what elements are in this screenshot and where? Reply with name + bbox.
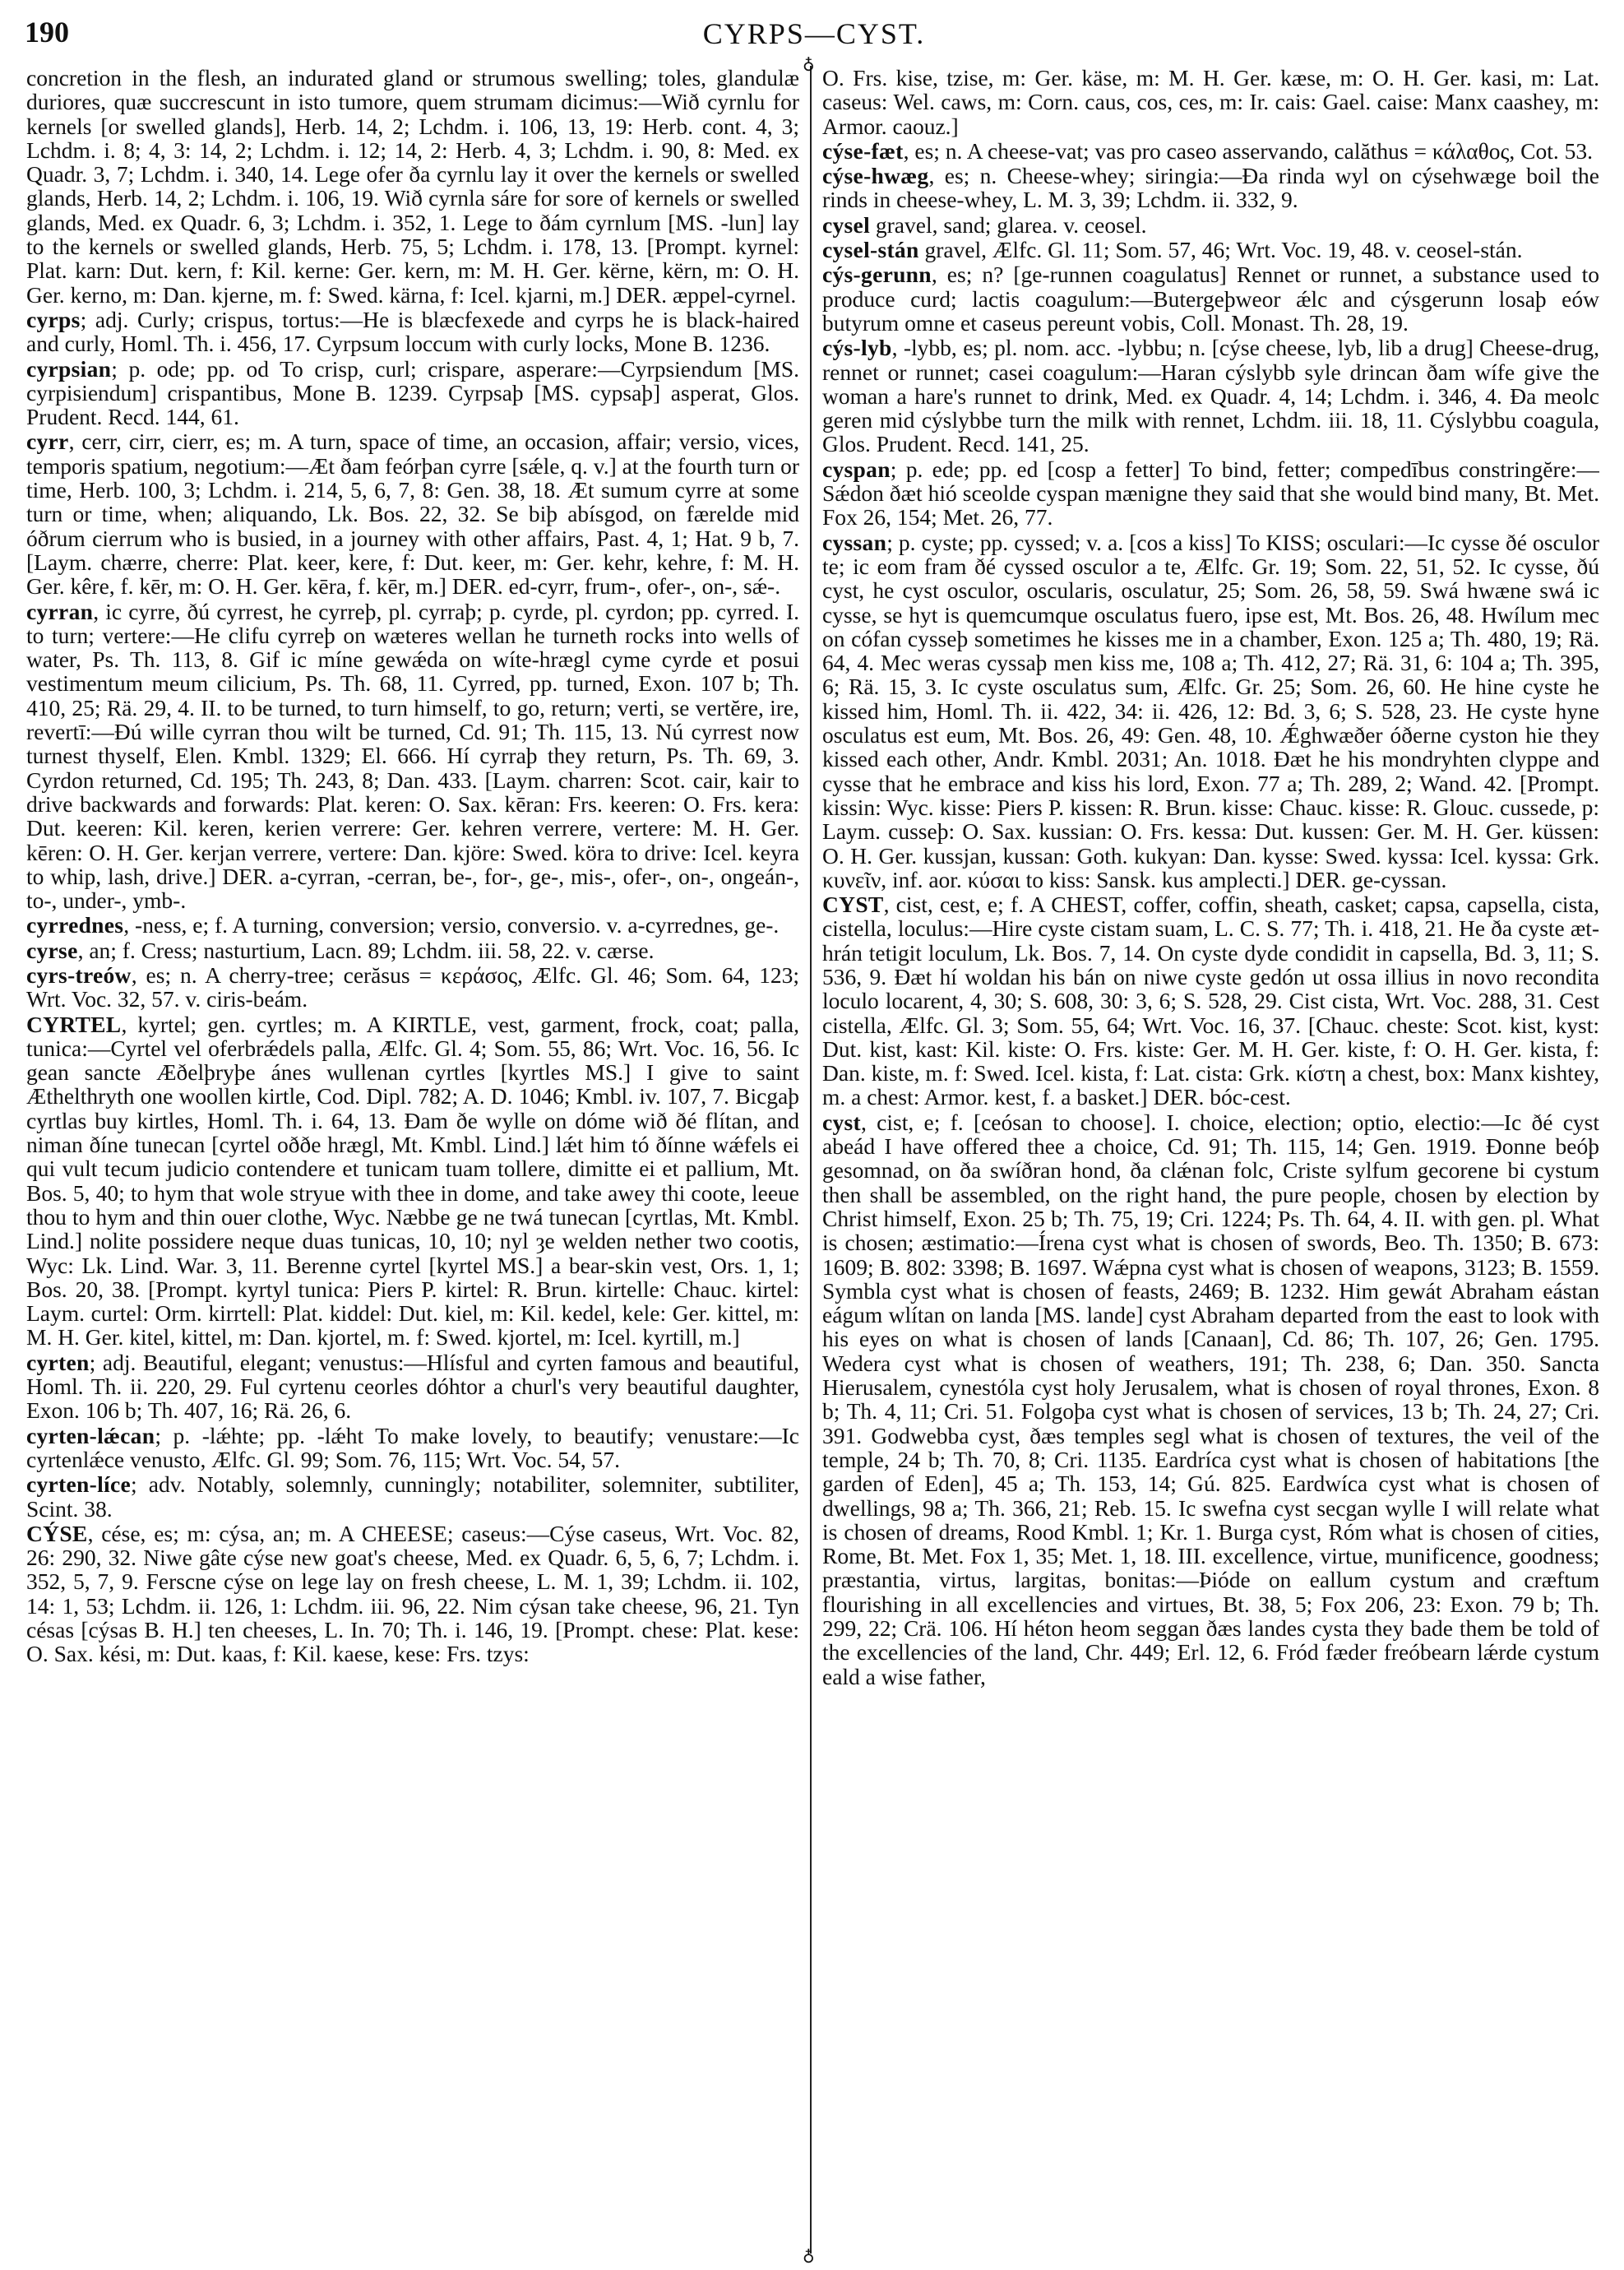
entry-text: ; p. ede; pp. ed [cosp a fetter] To bind, fetter; compedībus constringĕre:—Sǽdon ðæt hió sceolde cyspan mænigne they said that she would bind many, Bt. Met. Fox 26, 154; Met. 26, 77. — [822, 456, 1599, 530]
entry-headword: cysel — [822, 211, 871, 238]
entry-headword: cýs-lyb — [822, 335, 892, 361]
dictionary-entry — [822, 213, 1599, 237]
entry-text: ; adj. Curly; crispus, tortus:—He is blæcfexede and cyrps he is black-haired and curly, Homl. Th. i. 456, 17. Cyrpsum loccum with curly locks, Mone B. 1236. — [26, 306, 799, 357]
entry-text: , cist, cest, e; f. A CHEST, coffer, coffin, sheath, casket; capsa, capsella, cista, cistella, loculus:—Hire cyste cistam suam, L. C. S. 77; Th. i. 418, 21. He ða cyste æt-hrán tetigit loculum, Lk. Bos. 7, 14. On cyste dyde condidit in capsella, Bd. 3, 11; S. 536, 9. Ðæt hí woldan his bán on niwe cyste gedón ut ossa illius in novo recondita loculo locarent, 4, 30; S. 608, 30: 3, 6; S. 528, 29. Cist cista, Wrt. Voc. 288, 31. Cest cistella, Ælfc. Gl. 3; Som. 55, 64; Wrt. Voc. 16, 37. [Chauc. cheste: Scot. kist, kyst: Dut. kist, kast: Kil. kiste: O. Frs. kiste: Ger. M. H. Ger. kiste, f: O. H. Ger. kista, f: Dan. kiste, m. f: Swed. Icel. kista, f: Lat. cista: Grk. κίστη a chest, box: Manx kishtey, m. a chest: Armor. kest, f. a basket.] DER. bóc-cest. — [822, 892, 1599, 1110]
entry-headword: cyrpsian — [26, 355, 112, 382]
entry-headword: cyrten-lǽcan — [26, 1422, 155, 1448]
column-divider — [810, 66, 812, 2254]
dictionary-entry — [822, 238, 1599, 262]
entry-text: , es; n. A cherry-tree; cerăsus = κεράσος, Ælfc. Gl. 46; Som. 64, 123; Wrt. Voc. 32, 57. v. ciris-beám. — [26, 961, 799, 1012]
entry-text: ; p. -lǽhte; pp. -lǽht To make lovely, to beautify; venustare:—Ic cyrtenlǽce venusto, Ælfc. Gl. 99; Som. 76, 115; Wrt. Voc. 54, 57. — [26, 1422, 799, 1472]
entry-text: , es; n. A cheese-vat; vas pro caseo asservando, calăthus = κάλαθος, Cot. 53. — [903, 137, 1594, 164]
entry-text: , kyrtel; gen. cyrtles; m. A KIRTLE, vest, garment, frock, coat; palla, tunica:—Cyrtel vel oferbrǽdels palla, Ælfc. Gl. 4; Som. 55, 86; Wrt. Voc. 16, 56. Ic gean sancte Æðelþryþe ánes wullenan cyrtles [kyrtles MS.] I give to saint Æthelthryth one woollen kirtle, Cod. Dipl. 782; A. D. 1046; Kmbl. iv. 107, 7. Bicgaþ cyrtlas buy kirtles, Homl. Th. i. 64, 13. Ðam ðe wylle on dóme wið ðé flítan, and niman ðíne tunecan [cyrtel oððe hrægl, Mt. Kmbl. Lind.] lǽt him tó ðínne wǽfels ei qui vult tecum judicio contendere et tunicam tuam tollere, dimitte ei et pallium, Mt. Bos. 5, 40; to hym that wole stryue with thee in dome, and take awey thi coote, leeue thou to hym and thin ouer clothe, Wyc. Næbbe ge ne twá tunecan [cyrtlas, Mt. Kmbl. Lind.] nolite possidere neque duas tunicas, 10, 10; nyl ȝe welden nether two cootis, Wyc: Lk. Lind. War. 3, 11. Berenne cyrtel [kyrtel MS.] a bear-skin vest, Ors. 1, 1; Bos. 20, 38. [Prompt. kyrtyl tunica: Piers P. kirtel: R. Brun. kirtelle: Chauc. kirtel: Laym. curtel: Orm. kirrtell: Plat. kiddel: Dut. kiel, m: Kil. kedel, kele: Ger. kittel, m: M. H. Ger. kitel, kittel, m: Dan. kjortel, m. f: Swed. kjortel, m: Icel. kyrtill, m.] — [26, 1011, 799, 1350]
dictionary-entry — [822, 530, 1599, 892]
entry-text: gravel, sand; glarea. v. ceosel. — [870, 211, 1147, 238]
dictionary-entry — [26, 913, 799, 937]
entry-text: , es; n? [ge-runnen coagulatus] Rennet or runnet, a substance used to produce curd; lactis coagulum:—Butergeþweor ǽlc and cýsgerunn losaþ eów butyrum omne et caseus pereunt vobis, Coll. Monast. Th. 28, 19. — [822, 262, 1599, 336]
entry-text: ; p. ode; pp. od To crisp, curl; crispare, asperare:—Cyrpsiendum [MS. cyrpisiendum] crispantibus, Mone B. 1239. Cyrpsaþ [MS. cypsaþ] asperat, Glos. Prudent. Recd. 144, 61. — [26, 355, 799, 430]
entry-text: concretion in the flesh, an indurated gland or strumous swelling; toles, glandulæ duriores, quæ succrescunt in isto tumore, quem strumam dicimus:—Wið cyrnlu for kernels [or swelled glands], Herb. 14, 2; Lchdm. i. 106, 13, 19: Herb. cont. 4, 3; Lchdm. i. 8; 4, 3: 14, 2; Lchdm. i. 12; 14, 2: Herb. 4, 3; Lchdm. i. 90, 8: Med. ex Quadr. 3, 7; Lchdm. i. 340, 14. Lege ofer ða cyrnlu lay it over the kernels or swelled glands, Herb. 14, 2; Lchdm. i. 106, 19. Wið cyrnla sáre for sore of kernels or swelled glands, Med. ex Quadr. 6, 3; Lchdm. i. 352, 1. Lege to ðám cyrnlum [MS. -lun] lay to the kernels or swelled glands, Herb. 75, 5; Lchdm. i. 178, 13. [Prompt. kyrnel: Plat. karn: Dut. kern, f: Kil. kerne: Ger. kern, m: M. H. Ger. kërne, kërn, m: O. H. Ger. kerno, m: Dan. kjerne, m. f: Swed. kärna, f: Icel. kjarni, m.] DER. æppel-cyrnel. — [26, 66, 799, 308]
entry-headword: cyrten-líce — [26, 1471, 131, 1498]
ornament-bottom-icon: ♁ — [803, 2249, 815, 2267]
dictionary-entry — [26, 1424, 799, 1472]
entry-text: , an; f. Cress; nasturtium, Lacn. 89; Lchdm. iii. 58, 22. v. cærse. — [77, 937, 655, 963]
entry-headword: cýse-fæt — [822, 137, 904, 164]
entry-text: , cése, es; m: cýsa, an; m. A CHEESE; caseus:—Cýse caseus, Wrt. Voc. 82, 26: 290, 32. Niwe gâte cýse new goat's cheese, Med. ex Quadr. 6, 5, 6, 7; Lchdm. i. 352, 5, 7, 9. Ferscne cýse on lege lay on fresh cheese, L. M. 1, 39; Lchdm. ii. 102, 14: 1, 53; Lchdm. ii. 126, 1: Lchdm. iii. 96, 22. Nim cýsan take cheese, 96, 21. Tyn césas [cýsas B. H.] ten cheeses, L. In. 70; Th. i. 146, 19. [Prompt. chese: Plat. kese: O. Sax. kési, m: Dut. kaas, f: Kil. kaese, kese: Frs. tzys: — [26, 1520, 799, 1667]
dictionary-entry — [26, 600, 799, 913]
dictionary-entry — [822, 1110, 1599, 1689]
page-number: 190 — [25, 16, 69, 49]
dictionary-entry — [26, 1350, 799, 1423]
entry-headword: cyrran — [26, 598, 94, 624]
entry-headword: cyrrednes — [26, 912, 124, 938]
dictionary-entry — [26, 1012, 799, 1350]
ornament-top-icon: ♁ — [803, 57, 815, 75]
left-column — [26, 66, 799, 2262]
entry-headword: CYRTEL — [26, 1011, 122, 1037]
dictionary-entry — [26, 308, 799, 356]
dictionary-entry — [26, 963, 799, 1012]
entry-headword: cyrps — [26, 306, 81, 332]
entry-headword: cyrse — [26, 937, 78, 963]
dictionary-entry — [822, 139, 1599, 163]
dictionary-entry — [822, 457, 1599, 530]
entry-headword: cyspan — [822, 456, 891, 482]
entry-text: , cist, e; f. [ceósan to choose]. I. choice, election; optio, electio:—Ic ðé cyst abeád I have offered thee a choice, Cd. 91; Th. 115, 14; Gen. 1919. Ðonne beóþ gesomnad, on ða swíðran hond, ða clǽnan folc, Criste sylfum gecorene bi cystum then shall be assembled, on the right hand, the pure people, chosen by election by Christ himself, Exon. 25 b; Th. 75, 19; Cri. 1224; Ps. Th. 64, 4. II. with gen. pl. What is chosen; æstimatio:—Írena cyst what is chosen of swords, Beo. Th. 1350; B. 673: 1609; B. 802: 3398; B. 1697. Wǽpna cyst what is chosen of weapons, 3123; B. 1559. Symbla cyst what is chosen of feasts, 2469; B. 1232. Him gewát Abraham eástan eágum wlítan on landa [MS. lande] cyst Abraham departed from the east to look with his eyes on what is chosen of lands [Canaan], Cd. 86; Th. 107, 26; Gen. 1795. Wedera cyst what is chosen of weathers, 191; Th. 238, 6; Dan. 350. Sancta Hierusalem, cynestóla cyst holy Jerusalem, what is chosen of royal thrones, Exon. 8 b; Th. 4, 11; Cri. 51. Folgoþa cyst what is chosen of services, 13 b; Th. 24, 27; Cri. 391. Godwebba cyst, ðæs temples segl what is chosen of textures, the veil of the temple, 24 b; Th. 70, 8; Cri. 1135. Eardríca cyst what is chosen of habitations [the garden of Eden], 45 a; Th. 153, 14; Gú. 825. Eardwíca cyst what is chosen of dwellings, 98 a; Th. 366, 21; Reb. 15. Ic swefna cyst secgan wylle I will relate what is chosen of dreams, Rood Kmbl. 1; Kr. 1. Burga cyst, Róm what is chosen of cities, Rome, Bt. Met. Fox 1, 35; Met. 1, 18. III. excellence, virtue, munificence, goodness; præstantia, virtus, largitas, bonitas:—Þióde on eallum cystum and cræftum flourishing in all excellencies and virtues, Bt. 38, 5; Fox 206, 23: Exon. 79 b; Th. 299, 22; Crä. 106. Hí héton heom seggan ðæs landes cysta they bade them be told of the excellencies of the land, Chr. 449; Erl. 12, 6. Fród fæder freóbearn lǽrde cystum eald a wise father, — [822, 1109, 1599, 1689]
dictionary-entry — [26, 357, 799, 429]
entry-text: , -lybb, es; pl. nom. acc. -lybbu; n. [cýse cheese, lyb, lib a drug] Cheese-drug, rennet or runnet; casei coagulum:—Haran cýslybb syle drincan ðam wífe give the woman a hare's runnet to drink, Med. ex Quadr. 4, 14; Lchdm. i. 346, 4. Ða meolc geren mid cýslybbe turn the milk with rennet, Lchdm. iii. 18, 11. Cýslybbu coagula, Glos. Prudent. Recd. 141, 25. — [822, 335, 1599, 457]
entry-text: gravel, Ælfc. Gl. 11; Som. 57, 46; Wrt. Voc. 19, 48. v. ceosel-stán. — [918, 237, 1523, 263]
entry-headword: cyrten — [26, 1349, 90, 1375]
dictionary-entry — [26, 1522, 799, 1666]
entry-text: , -ness, e; f. A turning, conversion; versio, conversio. v. a-cyrrednes, ge-. — [123, 912, 780, 938]
entry-headword: CÝSE — [26, 1520, 88, 1546]
entry-text: , ic cyrre, ðú cyrrest, he cyrreþ, pl. cyrraþ; p. cyrde, pl. cyrdon; pp. cyrred. I. to turn; vertere:—He clifu cyrreþ on wæteres wellan he turneth rocks into wells of water, Ps. Th. 113, 8. Gif ic míne gewǽda on wíte-hrægl cyme cyrde et posui vestimentum meum cilicium, Ps. Th. 68, 11. Cyrred, pp. turned, Exon. 107 b; Th. 410, 25; Rä. 29, 4. II. to be turned, to turn himself, to go, return; verti, se vertĕre, ire, revertī:—Ðú wille cyrran thou wilt be turned, Cd. 91; Th. 115, 13. Nú cyrrest now turnest thyself, Elen. Kmbl. 1329; El. 666. Hí cyrraþ they return, Ps. Th. 69, 3. Cyrdon returned, Cd. 195; Th. 243, 8; Dan. 433. [Laym. charren: Scot. cair, kair to drive backwards and forwards: Plat. keren: O. Sax. kēran: Frs. keeren: O. Frs. kera: Dut. keeren: Kil. keren, kerien verrere: Ger. kehren verrere, vertere: M. H. Ger. kēren: O. H. Ger. kerjan verrere, vertere: Dan. kjöre: Swed. köra to drive: Icel. keyra to whip, lash, drive.] DER. a-cyrran, -cerran, be-, for-, ge-, mis-, ofer-, on-, ongeán-, to-, under-, ymb-. — [26, 598, 799, 914]
entry-text: , es; n. Cheese-whey; siringia:—Ða rinda wyl on cýsehwæge boil the rinds in cheese-whey, L. M. 3, 39; Lchdm. ii. 332, 9. — [822, 163, 1599, 213]
dictionary-entry — [822, 892, 1599, 1110]
dictionary-entry — [822, 66, 1599, 138]
page-header — [25, 15, 1603, 56]
dictionary-entry — [822, 164, 1599, 212]
entry-headword: cyrs-treów — [26, 961, 132, 988]
entry-headword: cýse-hwæg — [822, 163, 929, 189]
entry-headword: cýs-gerunn — [822, 262, 932, 288]
dictionary-entry — [26, 1472, 799, 1521]
dictionary-entry — [26, 429, 799, 598]
entry-headword: cysel-stán — [822, 237, 919, 263]
entry-headword: CYST — [822, 892, 884, 918]
entry-headword: cyst — [822, 1109, 862, 1135]
dictionary-entry — [26, 66, 799, 307]
entry-headword: cyrr — [26, 429, 69, 455]
entry-headword: cyssan — [822, 529, 887, 555]
dictionary-entry — [822, 336, 1599, 456]
dictionary-entry — [822, 262, 1599, 335]
dictionary-entry — [26, 938, 799, 962]
entry-text: O. Frs. kise, tzise, m: Ger. käse, m: M. H. Ger. kæse, m: O. H. Ger. kasi, m: Lat. caseus: Wel. caws, m: Corn. caus, cos, ces, m: Ir. cais: Gael. caise: Manx caashey, m: Armor. caouz.] — [822, 66, 1599, 139]
entry-text: ; adv. Notably, solemnly, cunningly; notabiliter, solemniter, subtiliter, Scint. 38. — [26, 1471, 799, 1522]
entry-text: ; adj. Beautiful, elegant; venustus:—Hlísful and cyrten famous and beautiful, Homl. Th. ii. 220, 29. Ful cyrtenu ceorles dóhtor a churl's very beautiful daughter, Exon. 106 b; Th. 407, 16; Rä. 26, 6. — [26, 1349, 799, 1424]
running-title: CYRPS—CYST. — [702, 17, 926, 50]
entry-text: ; p. cyste; pp. cyssed; v. a. [cos a kiss] To KISS; osculari:—Ic cysse ðé osculor te; ic eom fram ðé cyssed osculor a te, Ælfc. Gr. 19; Som. 22, 51, 52. Ic cysse, ðú cyst, he cyst osculor, oscularis, osculatur, 25; Som. 26, 58, 59. Swá hwæne swá ic cysse, se hyt is quemcumque osculatus fuero, ipse est, Mt. Bos. 26, 48. Hwílum mec on cófan cysseþ sometimes he kisses me in a chamber, Exon. 125 a; Th. 480, 19; Rä. 64, 4. Mec weras cyssaþ men kiss me, 108 a; Th. 412, 27; Rä. 31, 6: 104 a; Th. 395, 6; Rä. 15, 3. Ic cyste osculatus sum, Ælfc. Gr. 25; Som. 26, 60. He hine cyste he kissed him, Homl. Th. ii. 422, 34: ii. 426, 12: Bd. 3, 6; S. 528, 23. He cyste hyne osculatus est eum, Mt. Bos. 26, 49: Gen. 48, 10. Ǽghwæðer óðerne cyston hie they kissed each other, Andr. Kmbl. 2031; An. 1018. Ðæt he his mondryhten clyppe and cysse that he embrace and kiss his lord, Exon. 77 a; Th. 289, 2; Wand. 42. [Prompt. kissin: Wyc. kisse: Piers P. kissen: R. Brun. kisse: Chauc. kisse: R. Glouc. cussede, p: Laym. cusseþ: O. Sax. kussian: O. Frs. kessa: Dut. kussen: Ger. M. H. Ger. küssen: O. H. Ger. kussjan, kussan: Goth. kukyan: Dan. kysse: Swed. kyssa: Icel. kyssa: Grk. κυνεῖν, inf. aor. κύσαι to kiss: Sansk. kus amplecti.] DER. ge-cyssan. — [822, 529, 1599, 892]
right-column — [822, 66, 1599, 2262]
entry-text: , cerr, cirr, cierr, es; m. A turn, space of time, an occasion, affair; versio, vices, temporis spatium, negotium:—Æt ðam feórþan cyrre [sǽle, q. v.] at the fourth turn or time, Herb. 100, 3; Lchdm. i. 214, 5, 6, 7, 8: Gen. 38, 18. Æt sumum cyrre at some turn or time, when; aliquando, Lk. Bos. 22, 32. Se biþ abísgod, on færelde mid óðrum cierrum who is busied, in a journey with other affairs, Past. 4, 1; Hat. 9 b, 7. [Laym. chærre, cherre: Plat. keer, kere, f: Dut. keer, m: Ger. kehr, kehre, f: M. H. Ger. kêre, f. kēr, m: O. H. Ger. kēra, f. kēr, m.] DER. ed-cyrr, frum-, ofer-, on-, sǽ-. — [26, 429, 799, 600]
